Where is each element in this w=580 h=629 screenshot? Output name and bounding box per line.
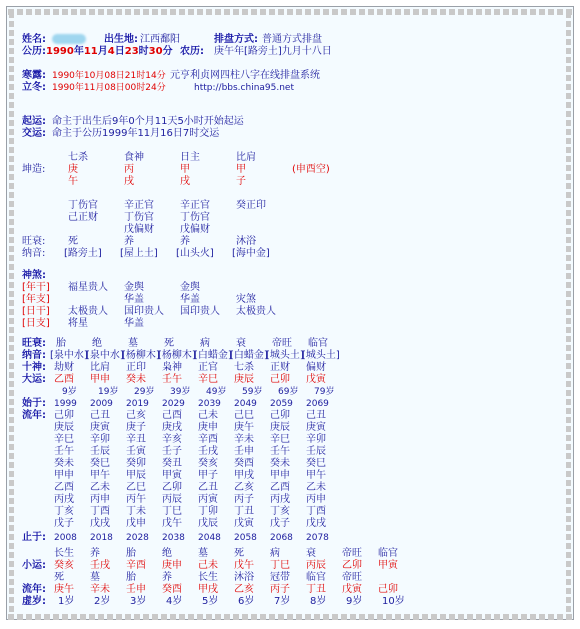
xiaoyun-ganzhi-8: 乙卯 xyxy=(342,560,362,571)
dayun-nayin-6: [城头土] xyxy=(266,350,304,361)
shensha-val-0-2: 金舆 xyxy=(180,282,200,293)
solar-min-unit: 分 xyxy=(162,46,173,57)
liunian-5-2: 甲辰 xyxy=(126,470,146,481)
decorative-border-bottom xyxy=(8,614,572,620)
liunian-3-1: 壬辰 xyxy=(90,446,110,457)
decorative-border-right xyxy=(566,12,571,617)
liunian-4-5: 癸酉 xyxy=(234,458,254,469)
dayun-age-1: 19岁 xyxy=(98,387,119,397)
liunian-8-3: 丁巳 xyxy=(162,506,182,517)
xusui-9: 10岁 xyxy=(382,596,405,607)
dayun-wangshuai-1: 绝 xyxy=(92,338,102,349)
dayun-start-4: 2039 xyxy=(198,399,221,409)
liunian-8-7: 丁酉 xyxy=(306,506,326,517)
dayun-wangshuai-2: 墓 xyxy=(128,338,138,349)
shensha-val-3-1: 华盖 xyxy=(124,318,144,329)
xiaoyun-liunian-2: 壬申 xyxy=(126,584,146,595)
dayun-shishen-2: 正印 xyxy=(126,362,146,373)
dayun-end-label: 止于: xyxy=(22,532,46,543)
liunian-3-5: 壬申 xyxy=(234,446,254,457)
god-0: 七杀 xyxy=(68,152,88,163)
dayun-shishen-4: 正官 xyxy=(198,362,218,373)
xiaoyun-top-2: 胎 xyxy=(126,548,136,559)
liunian-7-6: 丙戌 xyxy=(270,494,290,505)
dayun-end-4: 2048 xyxy=(198,533,221,543)
liunian-0-4: 己未 xyxy=(198,410,218,421)
liunian-5-6: 甲申 xyxy=(270,470,290,481)
xiaoyun-liunian-0: 庚午 xyxy=(54,584,74,595)
jiaoyun-label: 交运: xyxy=(22,128,46,139)
lunar-label: 农历: xyxy=(180,46,204,57)
liunian-6-1: 乙未 xyxy=(90,482,110,493)
dayun-end-6: 2068 xyxy=(270,533,293,543)
dayun-ganzhi-0: 乙酉 xyxy=(54,374,74,385)
dayun-nayin-0: [泉中水] xyxy=(50,350,88,361)
liunian-1-7: 庚寅 xyxy=(306,422,326,433)
name-redacted xyxy=(52,34,86,46)
dayun-age-7: 79岁 xyxy=(314,387,335,397)
xiaoyun-liunian-5: 乙亥 xyxy=(234,584,254,595)
dayun-ganzhi-5: 庚辰 xyxy=(234,374,254,385)
liunian-0-7: 己丑 xyxy=(306,410,326,421)
dayun-end-5: 2058 xyxy=(234,533,257,543)
dayun-start-label: 始于: xyxy=(22,398,46,409)
method-label: 排盘方式: xyxy=(214,34,258,45)
shensha-key-2: [日干] xyxy=(22,306,50,317)
dayun-start-5: 2049 xyxy=(234,399,257,409)
dayun-shishen-1: 比肩 xyxy=(90,362,110,373)
shensha-key-3: [日支] xyxy=(22,318,50,329)
dayun-wangshuai-0: 胎 xyxy=(56,338,66,349)
liunian-8-5: 丁丑 xyxy=(234,506,254,517)
branch-3: 子 xyxy=(236,176,246,187)
shensha-val-2-0: 太极贵人 xyxy=(68,306,108,317)
dayun-start-6: 2059 xyxy=(270,399,293,409)
dayun-shishen-5: 七杀 xyxy=(234,362,254,373)
liunian-7-5: 丙子 xyxy=(234,494,254,505)
dayun-start-3: 2029 xyxy=(162,399,185,409)
liunian-2-7: 辛卯 xyxy=(306,434,326,445)
dayun-wangshuai-3: 死 xyxy=(164,338,174,349)
liunian-9-2: 戊申 xyxy=(126,518,146,529)
decorative-border-top xyxy=(8,9,572,15)
wangshuai-3: 沐浴 xyxy=(236,236,256,247)
dayun-ganzhi-6: 己卯 xyxy=(270,374,290,385)
dayun-age-0: 9岁 xyxy=(62,387,77,397)
liunian-4-6: 癸未 xyxy=(270,458,290,469)
xusui-4: 5岁 xyxy=(202,596,219,607)
liunian-7-0: 丙戌 xyxy=(54,494,74,505)
nayin-0: [路旁土] xyxy=(64,248,102,259)
dayun-shishen-6: 正财 xyxy=(270,362,290,373)
liunian-3-2: 壬寅 xyxy=(126,446,146,457)
liunian-4-0: 癸未 xyxy=(54,458,74,469)
hidden-1-2: 戊偏财 xyxy=(124,224,154,235)
birthplace-label: 出生地: xyxy=(104,34,138,45)
xiaoyun-bottom-4: 长生 xyxy=(198,572,218,583)
liunian-9-4: 戊辰 xyxy=(198,518,218,529)
liunian-9-0: 戊子 xyxy=(54,518,74,529)
liunian-1-4: 庚申 xyxy=(198,422,218,433)
liunian-0-5: 己巳 xyxy=(234,410,254,421)
liunian-7-3: 丙辰 xyxy=(162,494,182,505)
xiaoyun-liunian-9: 己卯 xyxy=(378,584,398,595)
liunian-3-3: 壬子 xyxy=(162,446,182,457)
solar-year: 1990 xyxy=(46,46,74,57)
liunian-4-2: 癸卯 xyxy=(126,458,146,469)
xiaoyun-top-1: 养 xyxy=(90,548,100,559)
liunian-4-4: 癸亥 xyxy=(198,458,218,469)
xusui-1: 2岁 xyxy=(94,596,111,607)
dayun-end-0: 2008 xyxy=(54,533,77,543)
dayun-nayin-4: [白蜡金] xyxy=(194,350,232,361)
hanlu-value: 1990年10月08日21时14分 xyxy=(52,71,166,81)
shensha-val-0-0: 福星贵人 xyxy=(68,282,108,293)
xusui-7: 8岁 xyxy=(310,596,327,607)
dayun-end-3: 2038 xyxy=(162,533,185,543)
xiaoyun-ganzhi-7: 丙辰 xyxy=(306,560,326,571)
god-1: 食神 xyxy=(124,152,144,163)
xusui-6: 7岁 xyxy=(274,596,291,607)
dayun-nayin-3: [杨柳木] xyxy=(158,350,196,361)
dayun-start-1: 2009 xyxy=(90,399,113,409)
solar-day-unit: 日 xyxy=(114,46,125,57)
liunian-6-0: 乙酉 xyxy=(54,482,74,493)
liunian-1-5: 庚午 xyxy=(234,422,254,433)
xiaoyun-top-3: 绝 xyxy=(162,548,172,559)
branch-0: 午 xyxy=(68,176,78,187)
liunian-6-4: 乙丑 xyxy=(198,482,218,493)
kong-value: (申酉空) xyxy=(292,164,330,175)
liunian-0-0: 己卯 xyxy=(54,410,74,421)
xiaoyun-liunian-1: 辛未 xyxy=(90,584,110,595)
liunian-9-6: 戊子 xyxy=(270,518,290,529)
liunian-5-4: 甲子 xyxy=(198,470,218,481)
dayun-wangshuai-4: 病 xyxy=(200,338,210,349)
xiaoyun-liunian-7: 丁丑 xyxy=(306,584,326,595)
dayun-age-2: 29岁 xyxy=(134,387,155,397)
liunian-2-4: 辛酉 xyxy=(198,434,218,445)
dayun-nayin-5: [白蜡金] xyxy=(230,350,268,361)
solar-month-unit: 月 xyxy=(97,46,108,57)
dayun-ganzhi-2: 癸未 xyxy=(126,374,146,385)
xusui-5: 6岁 xyxy=(238,596,255,607)
xiaoyun-ganzhi-0: 癸亥 xyxy=(54,560,74,571)
dayun-shishen-7: 偏财 xyxy=(306,362,326,373)
dayun-shishen-0: 劫财 xyxy=(54,362,74,373)
liunian-1-1: 庚寅 xyxy=(90,422,110,433)
branch-1: 戌 xyxy=(124,176,134,187)
liunian-6-2: 乙巳 xyxy=(126,482,146,493)
dayun-start-7: 2069 xyxy=(306,399,329,409)
dayun-end-7: 2078 xyxy=(306,533,329,543)
stem-2: 甲 xyxy=(180,164,190,175)
liunian-7-4: 丙寅 xyxy=(198,494,218,505)
xiaoyun-ganzhi-6: 丁巳 xyxy=(270,560,290,571)
xiaoyun-bottom-6: 冠带 xyxy=(270,572,290,583)
xusui-label: 虚岁: xyxy=(22,596,46,607)
xiaoyun-top-8: 帝旺 xyxy=(342,548,362,559)
name-label: 姓名: xyxy=(22,34,46,45)
stem-0: 庚 xyxy=(68,164,78,175)
xiaoyun-liunian-label: 流年: xyxy=(22,584,46,595)
liunian-8-6: 丁亥 xyxy=(270,506,290,517)
xiaoyun-label: 小运: xyxy=(22,560,46,571)
xiaoyun-top-9: 临官 xyxy=(378,548,398,559)
birthplace-value: 江西鄱阳 xyxy=(140,34,180,45)
xiaoyun-liunian-4: 甲戌 xyxy=(198,584,218,595)
shensha-val-0-1: 金舆 xyxy=(124,282,144,293)
liunian-0-2: 己亥 xyxy=(126,410,146,421)
xiaoyun-bottom-5: 沐浴 xyxy=(234,572,254,583)
wangshuai-label: 旺衰: xyxy=(22,236,46,247)
liunian-0-3: 己酉 xyxy=(162,410,182,421)
hidden-2-2: 戊偏财 xyxy=(180,224,210,235)
dayun-start-0: 1999 xyxy=(54,399,77,409)
solar-min: 30 xyxy=(148,46,163,57)
hidden-1-1: 丁伤官 xyxy=(124,212,154,223)
dayun-ganzhi-4: 辛巳 xyxy=(198,374,218,385)
dayun-ganzhi-1: 甲申 xyxy=(90,374,110,385)
nayin-3: [海中金] xyxy=(232,248,270,259)
dayun-end-1: 2018 xyxy=(90,533,113,543)
xiaoyun-top-6: 病 xyxy=(270,548,280,559)
dayun-wangshuai-label: 旺衰: xyxy=(22,338,46,349)
dayun-nayin-label: 纳音: xyxy=(22,350,46,361)
liunian-9-7: 戊戌 xyxy=(306,518,326,529)
nayin-1: [屋上土] xyxy=(120,248,158,259)
liunian-4-1: 癸巳 xyxy=(90,458,110,469)
xiaoyun-ganzhi-1: 壬戌 xyxy=(90,560,110,571)
liunian-8-1: 丁酉 xyxy=(90,506,110,517)
liunian-2-1: 辛卯 xyxy=(90,434,110,445)
xiaoyun-bottom-8: 帝旺 xyxy=(342,572,362,583)
nayin-label: 纳音: xyxy=(22,248,46,259)
xiaoyun-ganzhi-2: 辛酉 xyxy=(126,560,146,571)
xusui-8: 9岁 xyxy=(346,596,363,607)
dayun-age-3: 39岁 xyxy=(170,387,191,397)
hanlu-label: 寒露: xyxy=(22,70,46,81)
qiyun-value: 命主于出生后9年0个月11天5小时开始起运 xyxy=(52,116,244,127)
stem-1: 丙 xyxy=(124,164,134,175)
god-3: 比肩 xyxy=(236,152,256,163)
shensha-val-2-2: 国印贵人 xyxy=(180,306,220,317)
liunian-4-3: 癸丑 xyxy=(162,458,182,469)
liunian-2-6: 辛巳 xyxy=(270,434,290,445)
solar-year-unit: 年 xyxy=(73,46,84,57)
liunian-2-0: 辛巳 xyxy=(54,434,74,445)
liunian-6-3: 乙卯 xyxy=(162,482,182,493)
hidden-0-1: 己正财 xyxy=(68,212,98,223)
decorative-border-left xyxy=(9,12,14,617)
shensha-key-1: [年支] xyxy=(22,294,50,305)
liunian-1-0: 庚辰 xyxy=(54,422,74,433)
xiaoyun-top-5: 死 xyxy=(234,548,244,559)
dayun-shishen-label: 十神: xyxy=(22,362,46,373)
liunian-8-2: 丁未 xyxy=(126,506,146,517)
liunian-8-4: 丁卯 xyxy=(198,506,218,517)
liunian-2-3: 辛亥 xyxy=(162,434,182,445)
shensha-val-1-1: 华盖 xyxy=(124,294,144,305)
solar-hour: 23 xyxy=(124,46,139,57)
dayun-shishen-3: 枭神 xyxy=(162,362,182,373)
wangshuai-0: 死 xyxy=(68,236,78,247)
method-value: 普通方式排盘 xyxy=(262,34,322,45)
qiankun-label: 坤造: xyxy=(22,164,46,175)
liunian-3-0: 壬午 xyxy=(54,446,74,457)
shensha-val-2-1: 国印贵人 xyxy=(124,306,164,317)
liunian-5-5: 甲戌 xyxy=(234,470,254,481)
dayun-nayin-7: [城头土] xyxy=(302,350,340,361)
shensha-val-3-0: 将星 xyxy=(68,318,88,329)
dayun-wangshuai-5: 衰 xyxy=(236,338,246,349)
solar-hour-unit: 时 xyxy=(138,46,149,57)
xiaoyun-ganzhi-3: 庚申 xyxy=(162,560,182,571)
branch-2: 戌 xyxy=(180,176,190,187)
solar-label: 公历: xyxy=(22,46,46,57)
liunian-5-3: 甲寅 xyxy=(162,470,182,481)
liunian-1-3: 庚戌 xyxy=(162,422,182,433)
stem-3: 甲 xyxy=(236,164,246,175)
liunian-3-7: 壬辰 xyxy=(306,446,326,457)
xiaoyun-bottom-3: 养 xyxy=(162,572,172,583)
site-url[interactable]: http://bbs.china95.net xyxy=(194,83,295,93)
liunian-6-6: 乙酉 xyxy=(270,482,290,493)
dayun-nayin-1: [泉中水] xyxy=(86,350,124,361)
xiaoyun-ganzhi-4: 己未 xyxy=(198,560,218,571)
lidong-value: 1990年11月08日00时24分 xyxy=(52,83,166,93)
lidong-label: 立冬: xyxy=(22,82,46,93)
xiaoyun-ganzhi-5: 戊午 xyxy=(234,560,254,571)
shensha-val-2-3: 太极贵人 xyxy=(236,306,276,317)
liunian-9-1: 戊戌 xyxy=(90,518,110,529)
xiaoyun-bottom-7: 临官 xyxy=(306,572,326,583)
dayun-age-6: 69岁 xyxy=(278,387,299,397)
liunian-3-6: 壬午 xyxy=(270,446,290,457)
liunian-3-4: 壬戌 xyxy=(198,446,218,457)
hidden-0-0: 丁伤官 xyxy=(68,200,98,211)
hidden-2-0: 辛正官 xyxy=(180,200,210,211)
wangshuai-1: 养 xyxy=(124,236,134,247)
liunian-7-7: 丙申 xyxy=(306,494,326,505)
liunian-5-1: 甲午 xyxy=(90,470,110,481)
dayun-wangshuai-6: 帝旺 xyxy=(272,338,292,349)
dayun-nayin-2: [杨柳木] xyxy=(122,350,160,361)
dayun-age-5: 59岁 xyxy=(242,387,263,397)
liunian-9-3: 戊午 xyxy=(162,518,182,529)
dayun-ganzhi-3: 壬午 xyxy=(162,374,182,385)
liunian-0-6: 己卯 xyxy=(270,410,290,421)
lunar-value: 庚午年[路旁土]九月十八日 xyxy=(214,46,332,57)
hidden-3-0: 癸正印 xyxy=(236,200,266,211)
god-2: 日主 xyxy=(180,152,200,163)
xiaoyun-top-4: 墓 xyxy=(198,548,208,559)
dayun-label: 大运: xyxy=(22,374,46,385)
site-name: 元亨利贞网四柱八字在线排盘系统 xyxy=(170,70,320,81)
shensha-val-1-2: 华盖 xyxy=(180,294,200,305)
xiaoyun-top-0: 长生 xyxy=(54,548,74,559)
xiaoyun-liunian-8: 戊寅 xyxy=(342,584,362,595)
qiyun-label: 起运: xyxy=(22,116,46,127)
liunian-2-5: 辛未 xyxy=(234,434,254,445)
shensha-label: 神煞: xyxy=(22,270,46,281)
xiaoyun-bottom-1: 墓 xyxy=(90,572,100,583)
dayun-ganzhi-7: 戊寅 xyxy=(306,374,326,385)
liunian-7-2: 丙午 xyxy=(126,494,146,505)
liunian-6-5: 乙亥 xyxy=(234,482,254,493)
xiaoyun-liunian-6: 丙子 xyxy=(270,584,290,595)
solar-date xyxy=(22,46,173,58)
shensha-val-1-3: 灾煞 xyxy=(236,294,256,305)
hidden-1-0: 辛正官 xyxy=(124,200,154,211)
liunian-7-1: 丙申 xyxy=(90,494,110,505)
shensha-key-0: [年干] xyxy=(22,282,50,293)
solar-day: 4 xyxy=(107,46,115,57)
liunian-5-7: 甲午 xyxy=(306,470,326,481)
xusui-3: 4岁 xyxy=(166,596,183,607)
xusui-0: 1岁 xyxy=(58,596,75,607)
wangshuai-2: 养 xyxy=(180,236,190,247)
xiaoyun-top-7: 衰 xyxy=(306,548,316,559)
liunian-1-2: 庚子 xyxy=(126,422,146,433)
liunian-4-7: 癸巳 xyxy=(306,458,326,469)
solar-month: 11 xyxy=(83,46,98,57)
dayun-end-2: 2028 xyxy=(126,533,149,543)
liunian-1-6: 庚辰 xyxy=(270,422,290,433)
liunian-2-2: 辛丑 xyxy=(126,434,146,445)
dayun-start-2: 2019 xyxy=(126,399,149,409)
nayin-2: [山头火] xyxy=(176,248,214,259)
liunian-0-1: 己丑 xyxy=(90,410,110,421)
dayun-wangshuai-7: 临官 xyxy=(308,338,328,349)
dayun-liunian-label: 流年: xyxy=(22,410,46,421)
liunian-9-5: 戊寅 xyxy=(234,518,254,529)
liunian-5-0: 甲申 xyxy=(54,470,74,481)
liunian-6-7: 乙未 xyxy=(306,482,326,493)
xusui-2: 3岁 xyxy=(130,596,147,607)
xiaoyun-bottom-2: 胎 xyxy=(126,572,136,583)
dayun-age-4: 49岁 xyxy=(206,387,227,397)
xiaoyun-bottom-0: 死 xyxy=(54,572,64,583)
hidden-2-1: 丁伤官 xyxy=(180,212,210,223)
jiaoyun-value: 命主于公历1999年11月16日7时交运 xyxy=(52,128,220,139)
xiaoyun-ganzhi-9: 甲寅 xyxy=(378,560,398,571)
xiaoyun-liunian-3: 癸酉 xyxy=(162,584,182,595)
liunian-8-0: 丁亥 xyxy=(54,506,74,517)
